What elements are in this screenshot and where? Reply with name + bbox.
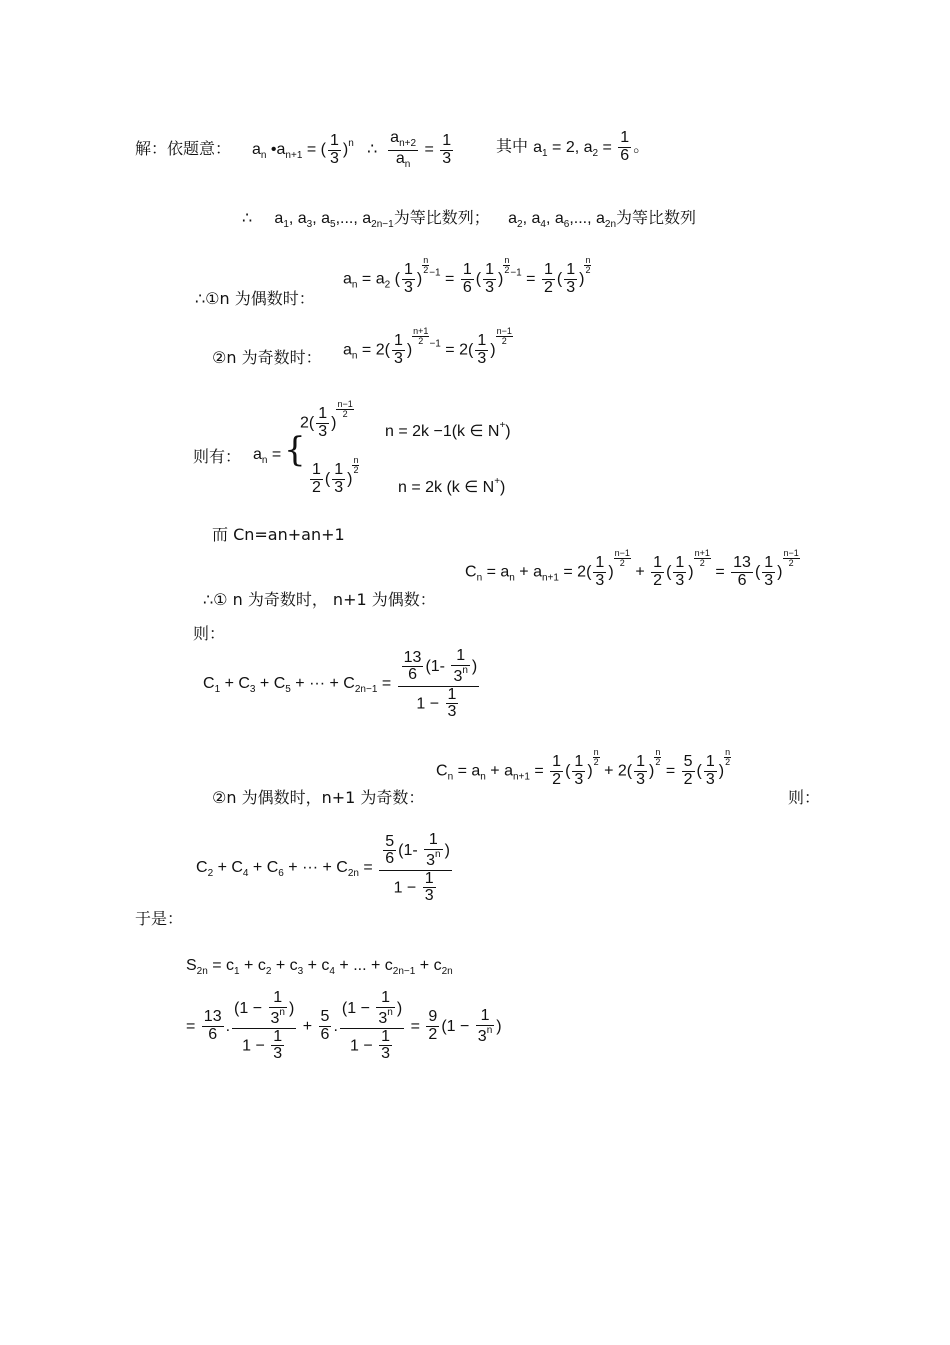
c-case1-text: ∴① n 为奇数时， n+1 为偶数： (203, 590, 436, 609)
then2-label (788, 785, 820, 808)
formula-even-case: $a_n = a_2$ ( $\frac{1}{3}$ ) $\frac{n}{2}$ $^{-1}$ = $\frac{1}{6}$ ( $\frac{1}{3}$ ) $\frac{n}{2}$ $^{-1}$ = $\frac{1}{2}$ ( $\frac{1}{3}$ ) $\frac{n}{2}$ (343, 255, 591, 296)
period: 。 (633, 136, 650, 156)
piecewise-even-expr: $\frac{1}{2}$ ( $\frac{1}{3}$ ) $\frac{n}{2}$ (312, 455, 359, 496)
case1-label (195, 286, 315, 309)
formula-s2n-result: = $\frac{13}{6}$ . (1 − $\frac{1}{3^n}$ ) 1 − $\frac{1}{3}$ + $\frac{5}{6}$ . (1 − $\frac{1}{3^n}$ ) 1 − $\frac{1}{3}$ = $\frac{9}{2}$ (1 − $\frac{1}{3^n}$ ) (186, 989, 502, 1063)
formula-cn-even: $C_n = a_n + a_{n+1}$ = $\frac{1}{2}$ ( $\frac{1}{3}$ ) $\frac{n}{2}$ + 2( $\frac{1}{3}$ ) $\frac{n}{2}$ = $\frac{5}{2}$ ( $\frac{1}{3}$ ) $\frac{n}{2}$ (436, 747, 731, 788)
thus-text: 于是： (135, 909, 184, 928)
initial-values: 其中 $a_1 = 2$, $a_2$ = $\frac{1}{6}$ 。 (496, 129, 650, 164)
piecewise-even-cond (398, 476, 505, 497)
then-label (193, 444, 241, 467)
cn-definition (212, 522, 345, 545)
then-text: 则有： (193, 447, 242, 466)
formula-s2n: $S_{2n} = c_1 + c_2 + c_3 + c_4$ + ... + $c_{2n-1} + c_{2n}$ (186, 957, 453, 977)
cond-even-paren: ) (500, 479, 506, 496)
cond-even-plus: + (494, 476, 501, 487)
case2-label (212, 345, 322, 368)
intro-line (135, 136, 231, 159)
cond-odd-text: n = 2k −1(k ∈ N (385, 423, 500, 440)
c-case2-text: ②n 为偶数时，n+1 为奇数： (212, 788, 425, 807)
c-case1-label (203, 587, 436, 610)
formula-cn-odd: $C_n = a_n + a_{n+1} = 2$( $\frac{1}{3}$ ) $\frac{n-1}{2}$ + $\frac{1}{2}$ ( $\frac{1}{3}$ ) $\frac{n+1}{2}$ = $\frac{13}{6}$ ( $\frac{1}{3}$ ) $\frac{n-1}{2}$ (465, 548, 799, 589)
thus-label (135, 906, 183, 929)
formula-sum-even: $C_2 + C_4 + C_6$ + ··· + $C_{2n}$ = $\frac{5}{6}$ (1- $\frac{1}{3^n}$ ) 1 − $\frac{1}{3}$ (196, 831, 450, 905)
cond-odd-plus: + (499, 420, 506, 431)
left-brace: { (284, 430, 306, 470)
then1-label (193, 621, 225, 644)
cond-odd-paren: ) (505, 423, 511, 440)
therefore-symbol: ∴ (367, 141, 378, 159)
geometric-line: ∴ $a_1$, $a_3$, $a_5$,..., $a_{2n-1}$为等比数列； $a_2$, $a_4$, $a_6$,..., $a_{2n}$为等比数列 (242, 208, 697, 230)
formula-sum-odd: $C_1 + C_3 + C_5$ + ··· + $C_{2n-1}$ = $\frac{13}{6}$ (1- $\frac{1}{3^n}$ ) 1 − $\frac{1}{3}$ (203, 647, 478, 721)
piecewise-odd-cond (385, 420, 511, 441)
then2-text: 则： (788, 788, 821, 807)
case2-text: ②n 为奇数时： (212, 348, 322, 367)
geometric-text-1: 为等比数列； (393, 208, 490, 227)
c-case2-label (212, 785, 424, 808)
geometric-text-2: 为等比数列 (616, 208, 697, 227)
intro-label: 解：依题意： (135, 139, 232, 158)
case1-text: ∴①n 为偶数时： (195, 289, 315, 308)
formula-recurrence: $a_n$ $•a_{n+1}$ = ( $\frac{1}{3}$ )$^n$ ∴ $\frac{a_{n+2}}{a_n}$ = $\frac{1}{3}$ (252, 129, 452, 170)
piecewise-lhs: $a_n$ = (253, 446, 282, 466)
where-label: 其中 (496, 136, 529, 156)
cond-even-text: n = 2k (k ∈ N (398, 479, 495, 496)
formula-odd-case: $a_n = 2$( $\frac{1}{3}$ ) $\frac{n+1}{2}$ $^{-1}$ = 2( $\frac{1}{3}$ ) $\frac{n-1}{2}$ (343, 326, 512, 367)
cn-def-text: 而 Cn=an+an+1 (212, 525, 345, 544)
piecewise-odd-expr: 2( $\frac{1}{3}$ ) $\frac{n-1}{2}$ (300, 399, 353, 440)
then1-text: 则： (193, 624, 226, 643)
